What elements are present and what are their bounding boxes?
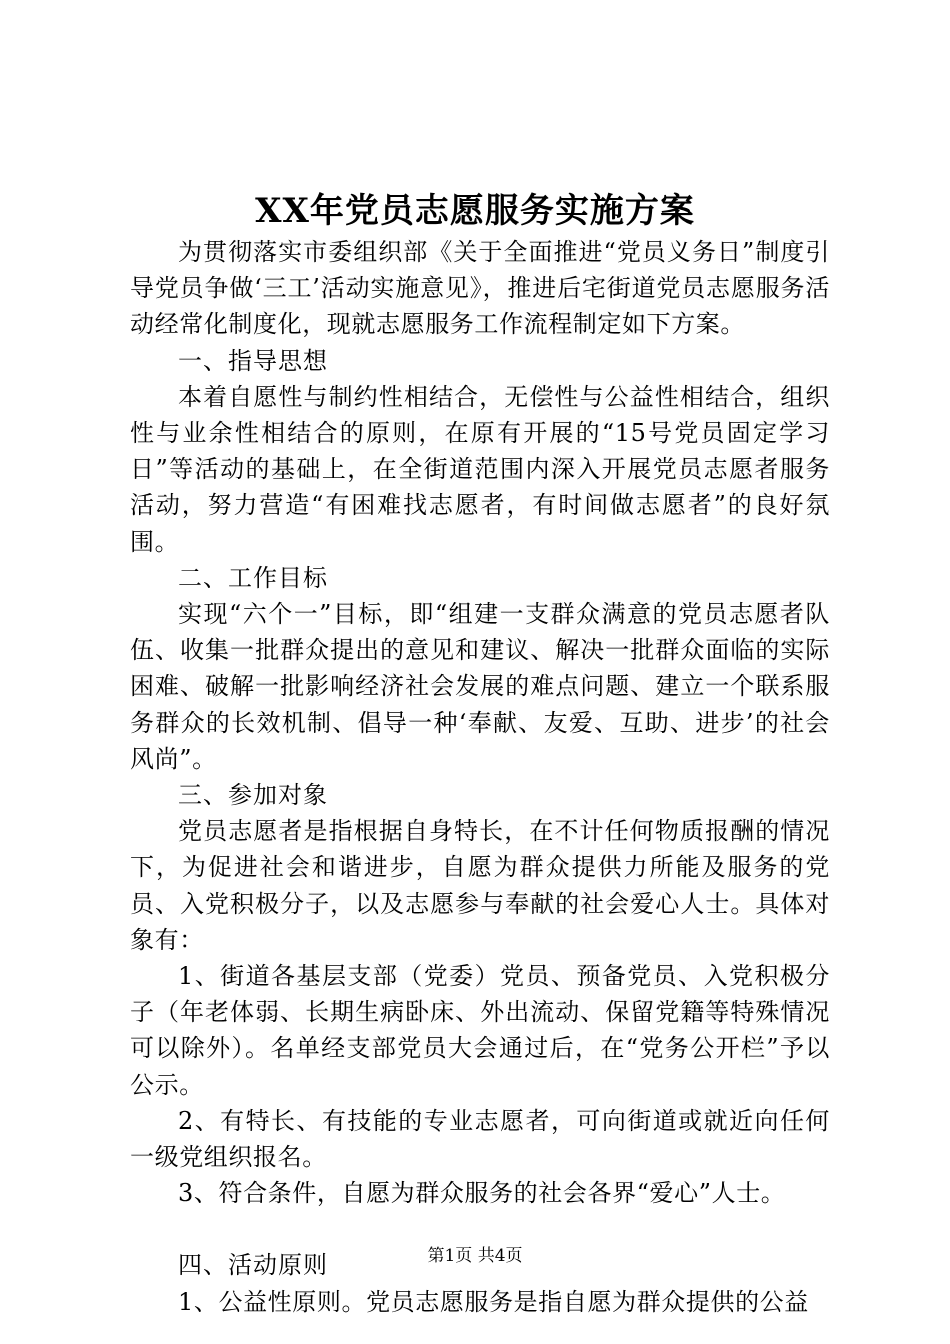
section-heading-participants: 三、参加对象 (178, 781, 328, 810)
document-title: XX年党员志愿服务实施方案 (255, 191, 695, 231)
participants-paragraph: 党员志愿者是指根据自身特长，在不计任何物质报酬的情况下，为促进社会和谐进步，自愿为群众提供力所能及服务的党员、入党积极分子，以及志愿参与奉献的社会爱心人士。具体对象有： (130, 817, 830, 954)
guiding-ideology-paragraph: 本着自愿性与制约性相结合，无偿性与公益性相结合，组织性与业余性相结合的原则，在原有开展的“15号党员固定学习日”等活动的基础上，在全街道范围内深入开展党员志愿者服务活动，努力营造“有困难找志愿者，有时间做志愿者”的良好氛围。 (130, 382, 830, 556)
document-body (130, 234, 830, 1320)
participants-item-3: 3、符合条件，自愿为群众服务的社会各界“爱心”人士。 (178, 1179, 786, 1208)
work-goals-paragraph: 实现“六个一”目标，即“组建一支群众满意的党员志愿者队伍、收集一批群众提出的意见和建议、解决一批群众面临的实际困难、破解一批影响经济社会发展的难点问题、建立一个联系服务群众的长效机制、倡导一种‘奉献、友爱、互助、进步’的社会风尚”。 (130, 600, 830, 773)
participants-item-2: 2、有特长、有技能的专业志愿者，可向街道或就近向任何一级党组织报名。 (130, 1106, 830, 1172)
intro-paragraph: 为贯彻落实市委组织部《关于全面推进“党员义务日”制度引导党员争做‘三工’活动实施意见》，推进后宅街道党员志愿服务活动经常化制度化，现就志愿服务工作流程制定如下方案。 (130, 238, 830, 339)
section-heading-work-goals: 二、工作目标 (178, 563, 328, 592)
participants-item-1: 1、街道各基层支部（党委）党员、预备党员、入党积极分子（年老体弱、长期生病卧床、外出流动、保留党籍等特殊情况可以除外）。名单经支部党员大会通过后，在“党务公开栏”予以公示。 (130, 962, 830, 1099)
section-heading-principles: 四、活动原则 (178, 1251, 328, 1280)
section-heading-guiding-ideology: 一、指导思想 (178, 346, 328, 375)
principles-item-1: 1、公益性原则。党员志愿服务是指自愿为群众提供的公益 (178, 1287, 809, 1316)
blank-line (130, 1211, 830, 1247)
page-number-footer: 第1页 共4页 (427, 1246, 523, 1266)
